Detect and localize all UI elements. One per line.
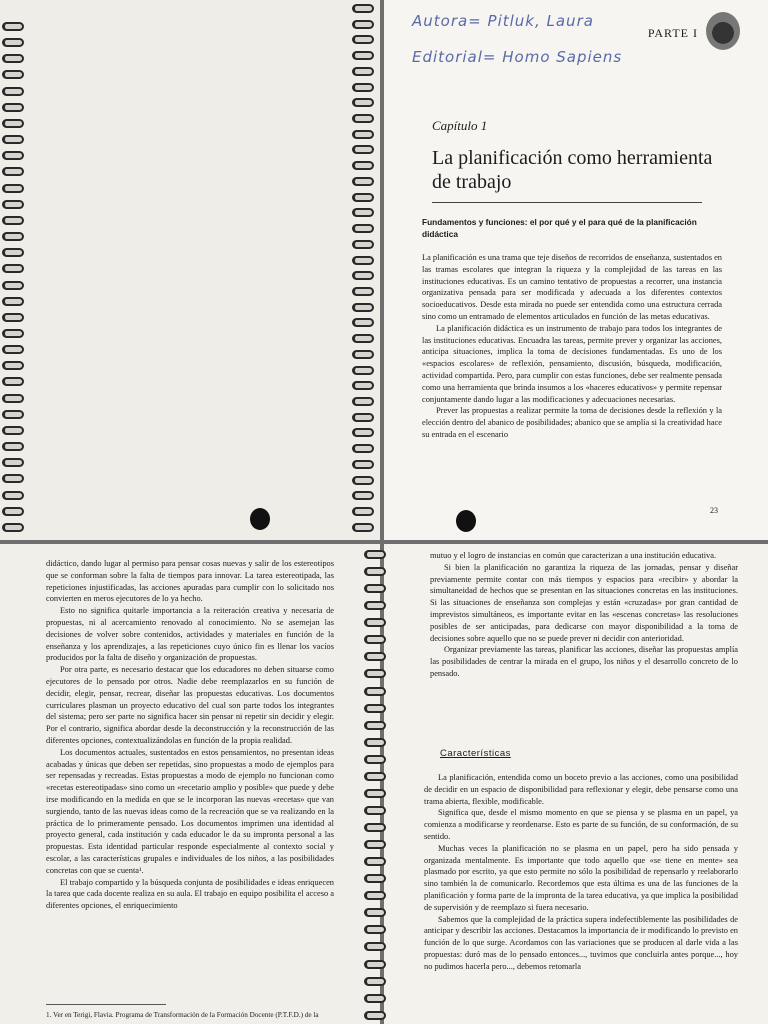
spiral-binding-left — [2, 22, 28, 532]
body-text-characteristics — [424, 772, 738, 973]
title-rule — [432, 202, 702, 203]
paragraph: Sabemos que la complejidad de la práctica supera indefectiblemente las posibilidades de anticipar y describir las acciones. Destacamos la importancia de ir modificando lo previsto en función de lo que surge. Acordamos con las variaciones que se producen al darle vida a las propuestas: duró mas de lo pensado entonces..., tuvimos que concluirla antes porque..., hoy no pudimos hacerla pero..., debemos retomarla — [424, 914, 738, 971]
section-title: Características — [440, 748, 511, 759]
paragraph: Los documentos actuales, sustentados en estos pensamientos, no presentan ideas acabadas y únicas que deben ser repetidas, sino propuestas a modo de ejemplos para ser repensadas y recreadas. Estas propuestas a modo de ejemplo no funcionan como «recetas estereotipadas» sino como un «recetario amplio y posible» que puede y debe irse modificando en la medida en que se le incorporan las nuevas «recetas» que van surgiendo, tanto de las nuevas ideas como de la recreación que se va realizando en la práctica de lo primeramente pensado. Los documentos imprimen una identidad al proyecto general, cada institución y cada educador le da su impronta personal a las propuestas. Esta identidad particular responde especialmente al contexto social y escolar, a las características grupales e individuales de los niños, a las posibilidades concretas con que se cuenta¹. — [46, 747, 334, 875]
handwritten-author: Autora= Pitluk, Laura — [412, 12, 594, 30]
paragraph: Muchas veces la planificación no se plasma en un papel, pero ha sido pensada y organizada mentalmente. Es importante que todo aquello que «se tiene en mente» sea plasmado por escrito, ya que esto permite no sólo la posibilidad de repensarlo y reelaborarlo sino también la de comunicarlo. Recordemos que esta última es una de las funciones de la planificación y forma parte de la impronta de la tarea educativa, ya que implica la posibilidad de supervisión y de reemplazo si fuera necesario. — [424, 843, 738, 912]
body-text-bottom-left — [46, 558, 334, 912]
paragraph: Significa que, desde el mismo momento en que se piensa y se plasma en un papel, ya comienza a modificarse y reordenarse. Esto es parte de su función, de su conformación, de su sentido. — [424, 808, 738, 841]
paragraph: El trabajo compartido y la búsqueda conjunta de posibilidades e ideas enriquecen la tarea que cada docente realiza en su aula. El trabajo en equipo posibilita el acceso a diferentes opciones, el enriquecimiento — [46, 877, 334, 911]
footnote: 1. Ver en Terigi, Flavia. Programa de Transformación de la Formación Docente (P.T.F.D.) de la — [46, 1011, 319, 1019]
part-label: PARTE I — [647, 26, 698, 40]
paragraph: La planificación didáctica es un instrumento de trabajo para todos los integrantes de las instituciones educativas. Encuadra las tareas, permite prever y organizar las acciones, anticipa situaciones, implica la toma de decisiones fundamentadas. Es uno de los «espacios escolares» de reflexión, pensamiento, discusión, búsqueda, modificación, actividad compartida. Pero, para cumplir con estas funciones, debe ser realmente pensada como una herramienta que brinda insumos a los «haceres educativos» y permite repensar conjuntamente dando lugar a las modificaciones y adecuaciones necesarias. — [422, 323, 722, 404]
spiral-binding-bottom — [364, 550, 390, 1020]
paragraph: Si bien la planificación no garantiza la riqueza de las jornadas, pensar y diseñar previamente permite contar con más tiempos y espacios para «recibir» y abordar la simultaneidad de hechos que se presentan en las situaciones concretas en las instituciones. Si las situaciones de enseñanza son complejas y están «cruzadas» por gran cantidad de imprevistos simultáneos, es importante evitar en las «escenas concretas» las resoluciones posibles de ser anticipadas, para dedicarse con mayor disponibilidad a la toma de decisiones sobre aquello que no se puede prever ni decidir con anterioridad. — [430, 562, 738, 643]
page-number: 23 — [710, 506, 718, 515]
spiral-binding-center — [352, 4, 378, 532]
paragraph: La planificación, entendida como un boceto previo a las acciones, como una posibilidad de decidir en un espacio de disponibilidad para reflexionar y elegir, debe pensarse como una trama abierta, flexible, modificable. — [424, 773, 738, 806]
paragraph: Organizar previamente las tareas, planificar las acciones, diseñar las propuestas amplía las posibilidades de centrar la mirada en el grupo, los niños y el desarrollo concreto de lo pensado. — [430, 645, 738, 678]
hand-logo-icon — [706, 12, 740, 50]
paragraph: La planificación es una trama que teje diseños de recorridos de enseñanza, sustentados en las tramas escolares que integran la riqueza y la complejidad de las tareas en las instituciones educativas. Es un camino tentativo de propuestas a recorrer, una instancia organizativa pensada para ser modificada y adecuada a los diferentes contextos socioeducativos. Desde esta mirada no puede ser entendida como una estructura cerrada sino como un entramado de elementos articulados en función de las metas educativas. — [422, 253, 722, 321]
page-top-left — [0, 0, 380, 540]
paragraph: Esto no significa quitarle importancia a la reiteración creativa y necesaria de propuestas, ni al acercamiento renovado al conocimiento. No se asemejan las decisiones de volver sobre contenidos, actividades y materiales en función de la enseñanza y los aprendizajes, a las repeticiones cuyo único fin es llenar los vacíos producidos por la falta de diseño y organización de propuestas. — [46, 606, 334, 663]
footnote-rule — [46, 1004, 166, 1005]
section-subheading: Fundamentos y funciones: el por qué y el para qué de la planificación didáctica — [422, 217, 697, 239]
paragraph: mutuo y el logro de instancias en común que caracterizan a una institución educativa. — [430, 551, 717, 560]
paragraph: didáctico, dando lugar al permiso para pensar cosas nuevas y salir de los estereotipos que se conforman sobre la falta de tiempos para innovar. La tarea estereotipada, las repeticiones injustificadas, las acciones apuradas para cumplir con lo solicitado nos convierten en meros ejecutores de lo ya hecho. — [46, 559, 334, 604]
handwritten-publisher: Editorial= Homo Sapiens — [412, 48, 623, 66]
punch-hole — [456, 510, 476, 532]
chapter-title: La planificación como herramienta de trabajo — [432, 147, 713, 193]
punch-hole — [250, 508, 270, 530]
paragraph: Por otra parte, es necesario destacar que los educadores no deben situarse como ejecutores de lo pensado por otros. Nadie debe reemplazarlos en su función de decidir, elegir, pensar, recrear, diseñar las propuestas educativas. Los documentos curriculares plasman un proyecto educativo del cual son parte todos los integrantes del sistema; pero ser parte no significa hacer sin pensar ni repetir sin decidir y elegir. Por el contrario, significa abordar desde la deconstrucción y la reconstrucción de las diferentes opciones, contextualizándolas en función de la propia realidad. — [46, 665, 334, 745]
body-text-bottom-right — [430, 550, 738, 680]
paragraph: Prever las propuestas a realizar permite la toma de decisiones desde la reflexión y la elección dentro del abanico de posibilidades; abanico que se amplía si la creatividad hace su entrada en el escenario — [422, 406, 722, 439]
body-text-top-right — [422, 252, 722, 441]
chapter-label: Capítulo 1 — [432, 118, 488, 133]
